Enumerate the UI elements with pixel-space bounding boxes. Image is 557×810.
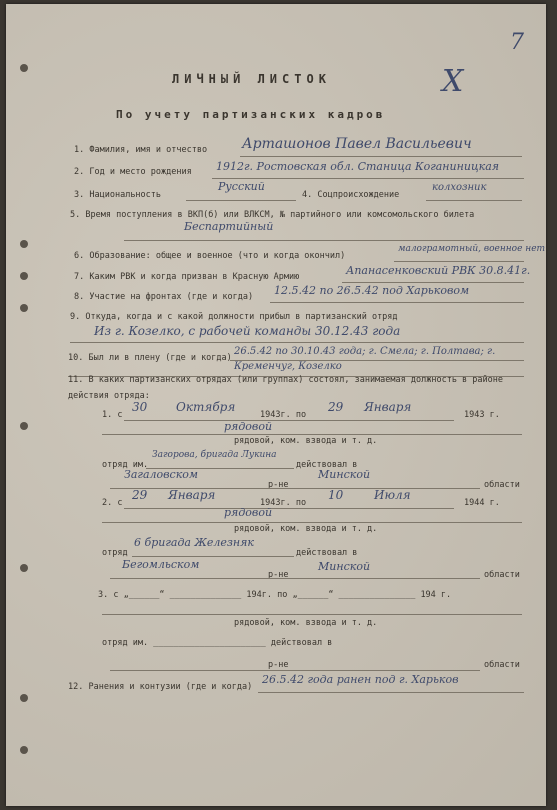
unit-label: отряд (102, 548, 128, 558)
page-title: ЛИЧНЫЙ ЛИСТОК (172, 72, 331, 86)
service-area: Загаловском (124, 468, 199, 481)
punch-hole (20, 746, 28, 754)
service-to-month: Июля (374, 488, 411, 502)
field-value: Русский (218, 180, 265, 193)
punch-hole (20, 64, 28, 72)
field-label: 11. В каких партизанских отрядах (или группах) состоял, занимаемая должность в районе действия отряда: (68, 375, 503, 401)
field-label: 10. Был ли в плену (где и когда) (68, 353, 232, 363)
service-unit: Загорова, бригада Лукина (152, 450, 277, 460)
field-value: Арташонов Павел Васильевич (242, 136, 472, 152)
role-caption: рядовой, ком. взвода и т. д. (234, 436, 378, 446)
field-value: 26.5.42 по 30.10.43 года; г. Смела; г. Полтава; г. Кременчуг, Козелко (234, 346, 496, 372)
role-caption: рядовой, ком. взвода и т. д. (234, 618, 378, 628)
field-value: 1912г. Ростовская обл. Станица Коганиницкая (216, 160, 500, 173)
field-label: 5. Время поступления в ВКП(б) или ВЛКСМ, № партийного или комсомольского билета (70, 210, 475, 220)
district-label: р-не (268, 660, 289, 670)
field-value: Беспартийный (184, 220, 274, 233)
service-to-year: 1943 г. (464, 410, 500, 420)
region-label: области (484, 660, 520, 670)
role-caption: рядовой, ком. взвода и т. д. (234, 524, 378, 534)
service-from-day: 30 (132, 400, 148, 414)
service-from-year: 1943г. по (260, 410, 307, 420)
corner-number: 7 (510, 30, 524, 55)
service-from-day: 29 (132, 488, 148, 502)
unit-label: отряд им. (102, 460, 149, 470)
page-subtitle: По учету партизанских кадров (116, 108, 386, 121)
field-value: Апанасенковский РВК 30.8.41г. (346, 264, 531, 277)
field-value: 12.5.42 по 26.5.42 под Харьковом (274, 284, 470, 297)
field-label: 12. Ранения и контузии (где и когда) (68, 682, 253, 692)
service-role: рядовой (224, 506, 273, 519)
punch-hole (20, 272, 28, 280)
service-area: Бегомльском (122, 558, 200, 571)
service-from-prefix: 2. с (102, 498, 123, 508)
district-label: р-не (268, 480, 289, 490)
service-region: Минской (318, 468, 371, 481)
field-label: 3. Национальность (74, 190, 162, 200)
service-to-month: Января (364, 400, 412, 414)
field-value: Из г. Козелко, с рабочей команды 30.12.43 года (94, 324, 401, 338)
service-from-month: Октября (176, 400, 236, 414)
unit-label: отряд им. ______________________ действовал в (102, 638, 333, 648)
district-label: р-не (268, 570, 289, 580)
region-label: области (484, 570, 520, 580)
field-label: 2. Год и место рождения (74, 167, 192, 177)
acted-label: действовал в (296, 460, 358, 470)
service-from-prefix: 3. с „______“ ______________ 194г. по „______“ _______________ 194 г. (98, 590, 452, 600)
acted-label: действовал в (296, 548, 358, 558)
service-from-prefix: 1. с (102, 410, 123, 420)
field-label: 6. Образование: общее и военное (что и когда окончил) (74, 251, 346, 261)
service-from-year: 1943г. по (260, 498, 307, 508)
punch-hole (20, 564, 28, 572)
field-label: 9. Откуда, когда и с какой должности прибыл в партизанский отряд (70, 312, 398, 322)
field-label: 8. Участие на фронтах (где и когда) (74, 292, 254, 302)
region-label: области (484, 480, 520, 490)
service-from-month: Января (168, 488, 216, 502)
field-label: 4. Соцпроисхождение (302, 190, 400, 200)
punch-hole (20, 422, 28, 430)
field-label: 7. Каким РВК и когда призван в Красную Армию (74, 272, 300, 282)
service-to-year: 1944 г. (464, 498, 500, 508)
service-unit: 6 бригада Железняк (134, 536, 254, 549)
service-role: рядовой (224, 420, 273, 433)
field-value: колхозник (432, 182, 487, 193)
service-to-day: 10 (328, 488, 344, 502)
field-label: 1. Фамилия, имя и отчество (74, 145, 208, 155)
punch-hole (20, 694, 28, 702)
field-value: 26.5.42 года ранен под г. Харьков (262, 673, 459, 686)
punch-hole (20, 304, 28, 312)
punch-hole (20, 240, 28, 248)
field-value: малограмотный, военное нет (398, 244, 546, 254)
document-page (6, 4, 546, 806)
check-mark: X (442, 64, 464, 99)
service-region: Минской (318, 560, 371, 573)
service-to-day: 29 (328, 400, 344, 414)
